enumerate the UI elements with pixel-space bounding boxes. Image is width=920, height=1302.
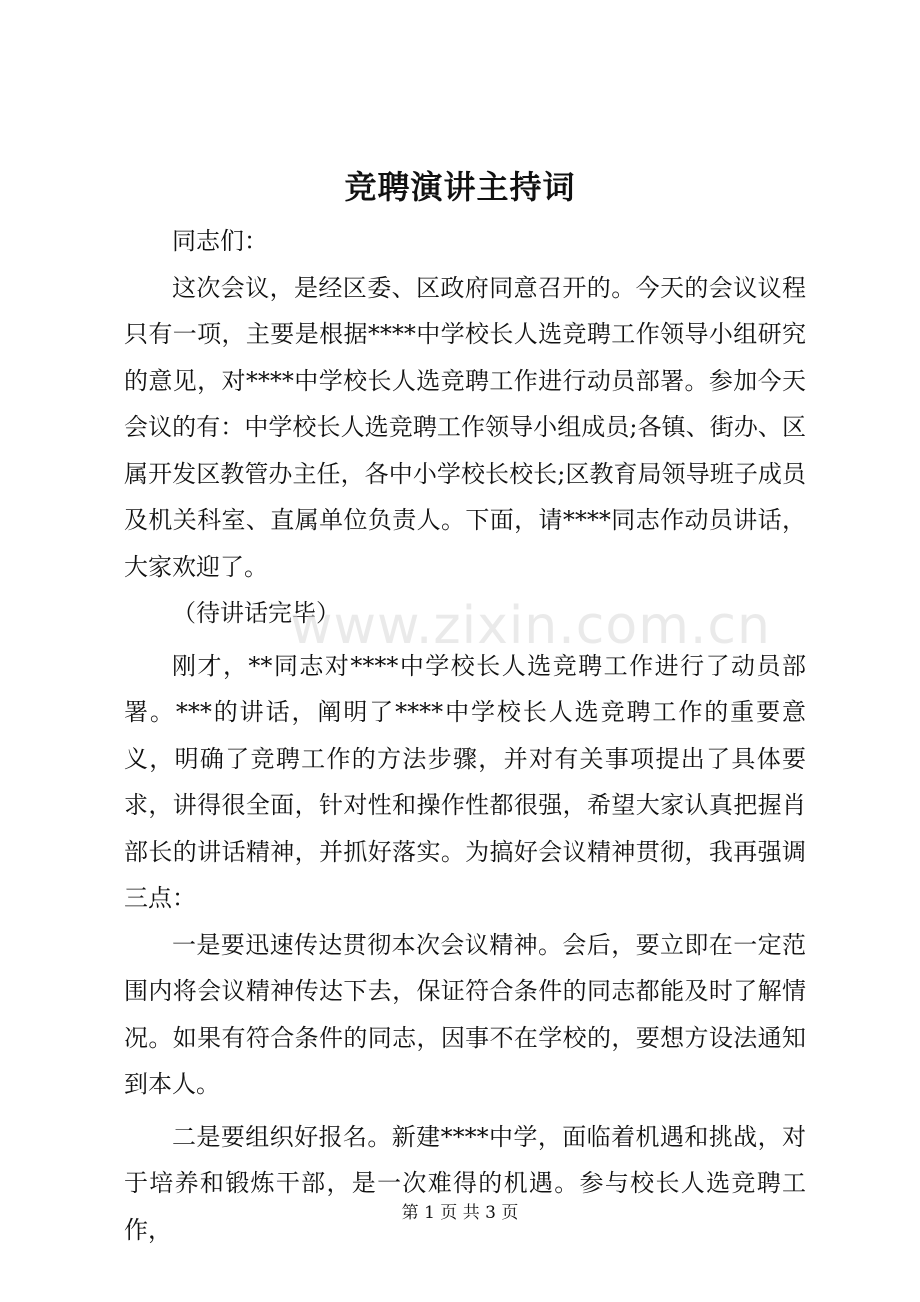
document-body — [124, 218, 806, 1253]
salutation-paragraph: 同志们： — [172, 227, 268, 255]
body-paragraph: 一是要迅速传达贯彻本次会议精神。会后，要立即在一定范围内将会议精神传达下去，保证符合条件的同志都能及时了解情况。如果有符合条件的同志，因事不在学校的，要想方设法通知到本人。 — [124, 930, 806, 1098]
document-title: 竞聘演讲主持词 — [344, 168, 576, 206]
body-paragraph: （待讲话完毕） — [172, 599, 340, 627]
body-paragraph: 这次会议，是经区委、区政府同意召开的。今天的会议议程只有一项，主要是根据****中学校长人选竞聘工作领导小组研究的意见，对****中学校长人选竞聘工作进行动员部署。参加今天会议的有：中学校长人选竞聘工作领导小组成员;各镇、街办、区属开发区教管办主任，各中小学校长校长;区教育局领导班子成员及机关科室、直属单位负责人。下面，请****同志作动员讲话，大家欢迎了。 — [124, 273, 806, 581]
page-footer: 第 1 页 共 3 页 — [401, 1203, 519, 1223]
body-paragraph: 刚才，**同志对****中学校长人选竞聘工作进行了动员部署。***的讲话，阐明了****中学校长人选竞聘工作的重要意义，明确了竞聘工作的方法步骤，并对有关事项提出了具体要求，讲得很全面，针对性和操作性都很强，希望大家认真把握肖部长的讲话精神，并抓好落实。为搞好会议精神贯彻，我再强调三点： — [124, 651, 806, 912]
body-paragraph: 二是要组织好报名。新建****中学，面临着机遇和挑战，对于培养和锻炼干部，是一次难得的机遇。参与校长人选竞聘工作， — [124, 1122, 806, 1244]
watermark: www.zixin.com.cn — [290, 596, 771, 656]
